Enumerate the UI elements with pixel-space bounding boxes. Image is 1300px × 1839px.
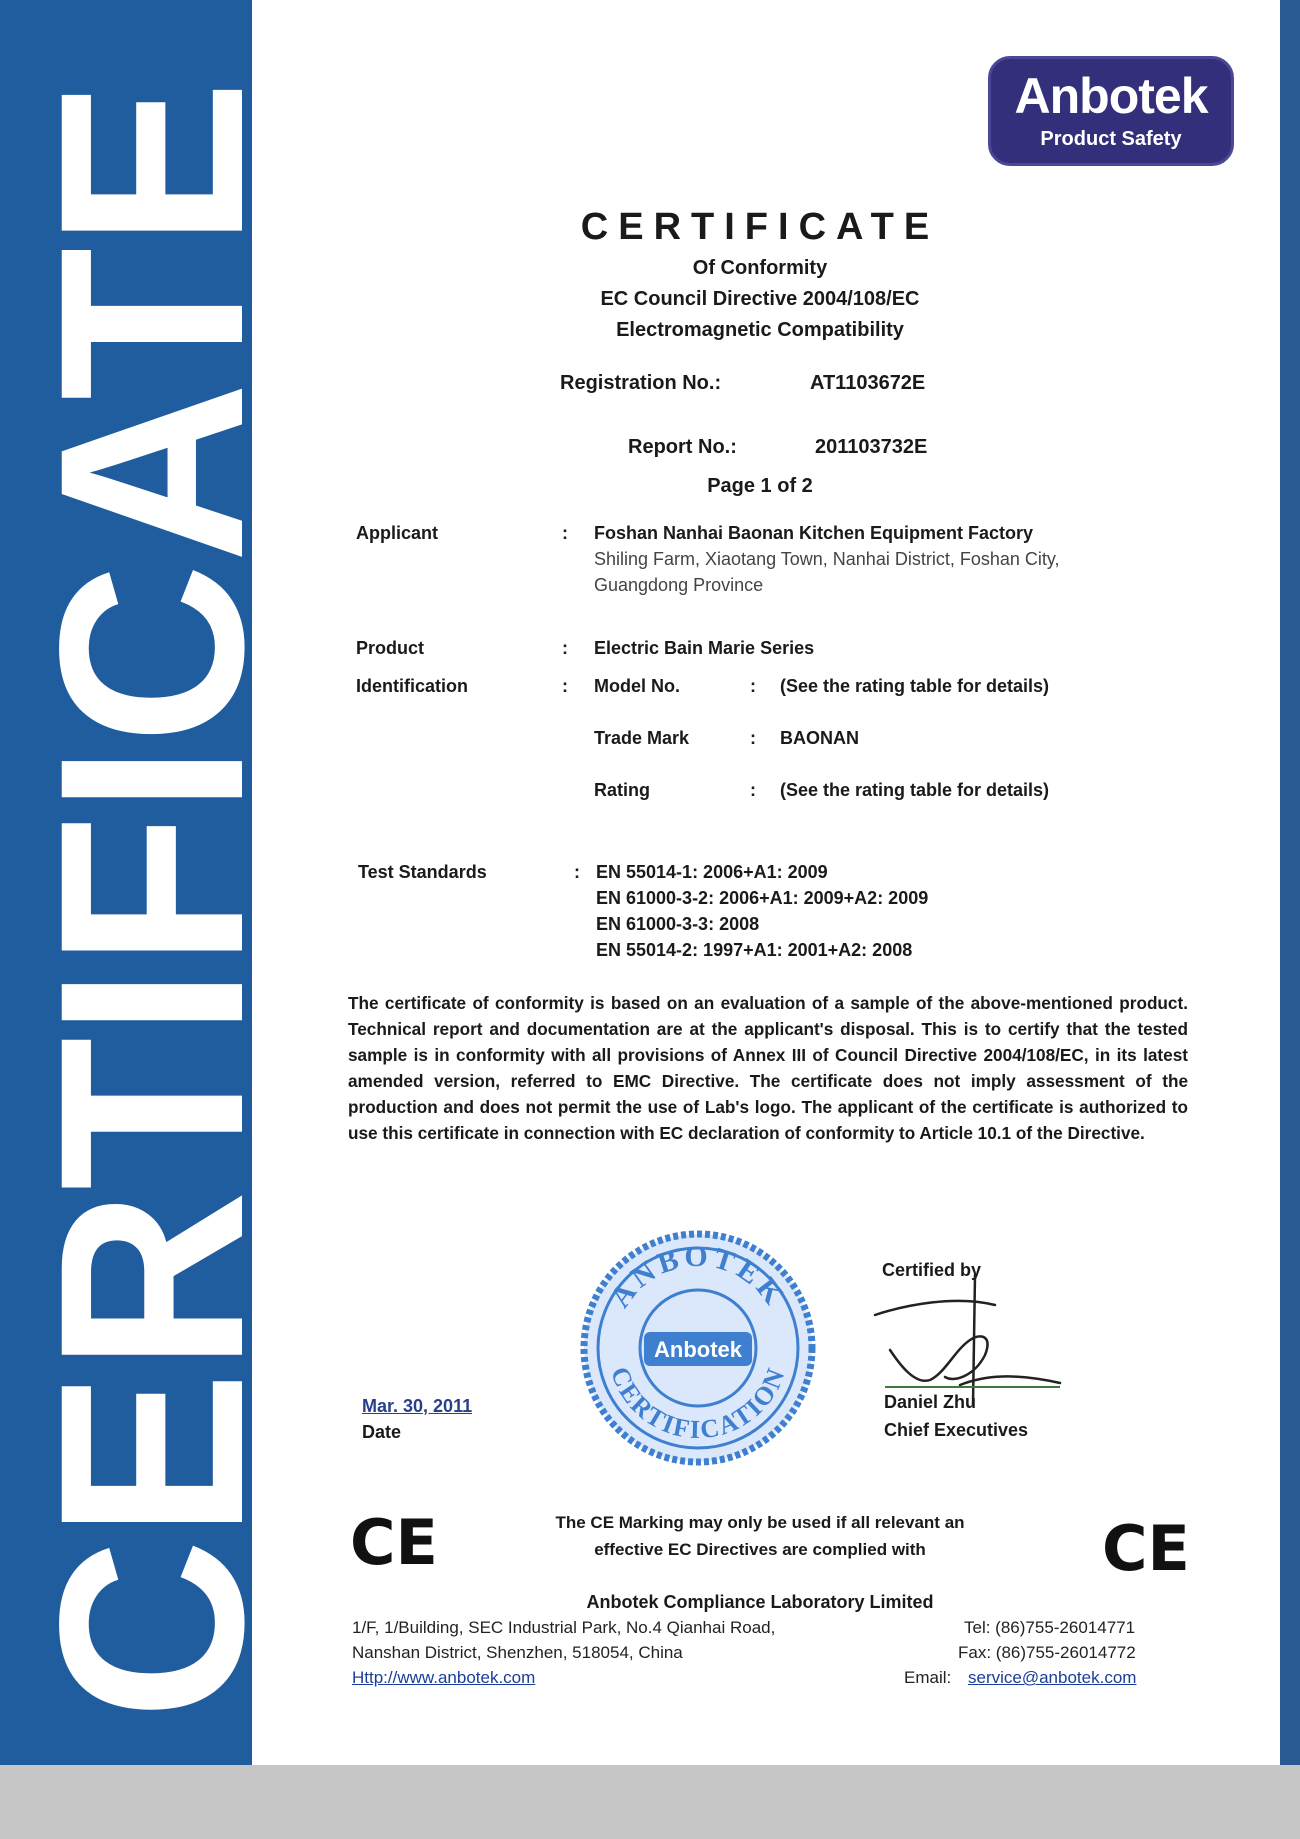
rating-colon: : [750,780,756,800]
footer-email-label: Email: [904,1668,952,1687]
date-label: Date [362,1422,402,1442]
product-label: Product [356,638,425,658]
applicant-address-1: Shiling Farm, Xiaotang Town, Nanhai District, Foshan City, [594,549,1060,569]
product-colon: : [562,638,568,658]
certification-seal [578,1228,818,1468]
report-number: 201103732E [815,436,928,458]
model-value: (See the rating table for details) [780,676,1050,696]
standards-label: Test Standards [358,862,487,882]
footer-address-1: 1/F, 1/Building, SEC Industrial Park, No.4 Qianhai Road, [352,1618,776,1637]
standards-colon: : [574,862,580,882]
standard-item: EN 61000-3-3: 2008 [596,914,760,934]
footer-address-2: Nanshan District, Shenzhen, 518054, China [352,1643,683,1662]
anbotek-logo [988,56,1234,166]
registration-label: Registration No.: [560,372,722,394]
signatory-name: Daniel Zhu [884,1392,977,1412]
model-colon: : [750,676,756,696]
issue-date: Mar. 30, 2011 [362,1396,473,1416]
page-indicator: Page 1 of 2 [707,475,813,497]
applicant-label: Applicant [356,523,439,543]
subtitle-directive: EC Council Directive 2004/108/EC [600,288,920,310]
subtitle-emc: Electromagnetic Compatibility [616,319,904,341]
subtitle-conformity: Of Conformity [692,257,828,279]
footer-company: Anbotek Compliance Laboratory Limited [586,1592,934,1612]
standard-item: EN 55014-1: 2006+A1: 2009 [596,862,828,882]
footer-website-link[interactable]: Http://www.anbotek.com [352,1668,536,1687]
footer-tel: Tel: (86)755-26014771 [964,1618,1136,1637]
ce-note-line-1: The CE Marking may only be used if all relevant an [555,1513,965,1532]
side-banner-text-art [0,0,298,1765]
standard-item: EN 55014-2: 1997+A1: 2001+A2: 2008 [596,940,913,960]
conformity-statement: The certificate of conformity is based on an evaluation of a sample of the above-mentioned product. Technical report and documentation are at the applicant's disposal. This is to certify that the tested sample is in conformity with all provisions of Annex III of Council Directive 2004/108/EC, in its latest amended version, referred to EMC Directive. The certificate does not imply assessment of the production and does not permit the use of Lab's logo. The applicant of the certificate is authorized to use this certificate in connection with EC declaration of conformity to Article 10.1 of the Directive. [348,993,1188,1143]
ce-note-line-2: effective EC Directives are complied with [594,1540,926,1559]
bottom-strip [0,1765,1300,1839]
certificate-title: CERTIFICATE [580,206,940,248]
signature [845,1255,1085,1405]
applicant-colon: : [562,523,568,543]
product-value: Electric Bain Marie Series [594,638,815,658]
seal-bottom-text: CERTIFICATION [604,1362,792,1445]
applicant-name: Foshan Nanhai Baonan Kitchen Equipment Factory [594,523,1034,543]
rating-value: (See the rating table for details) [780,780,1050,800]
footer-email-link[interactable]: service@anbotek.com [968,1668,1137,1687]
side-banner [0,0,298,1765]
logo-tagline: Product Safety [1040,128,1182,150]
seal-top-text: ANBOTEK [603,1240,793,1314]
trademark-colon: : [750,728,756,748]
certified-by-label: Certified by [882,1260,982,1280]
footer-fax: Fax: (86)755-26014772 [958,1643,1136,1662]
applicant-address-2: Guangdong Province [594,575,764,595]
standard-item: EN 61000-3-2: 2006+A1: 2009+A2: 2009 [596,888,929,908]
identification-label: Identification [356,676,468,696]
identification-colon: : [562,676,568,696]
seal-center-text: Anbotek [654,1337,742,1362]
rating-label: Rating [594,780,650,800]
trademark-label: Trade Mark [594,728,690,748]
model-label: Model No. [594,676,680,696]
right-border [1280,0,1300,1765]
signatory-title: Chief Executives [884,1420,1029,1440]
logo-name: Anbotek [1014,68,1208,124]
report-label: Report No.: [628,436,737,458]
side-banner-text: CERTIFICATE [5,7,298,1720]
registration-number: AT1103672E [810,372,926,394]
trademark-value: BAONAN [780,728,859,748]
ce-mark-right: CE [1102,1512,1190,1585]
ce-mark-left: CE [350,1506,438,1579]
